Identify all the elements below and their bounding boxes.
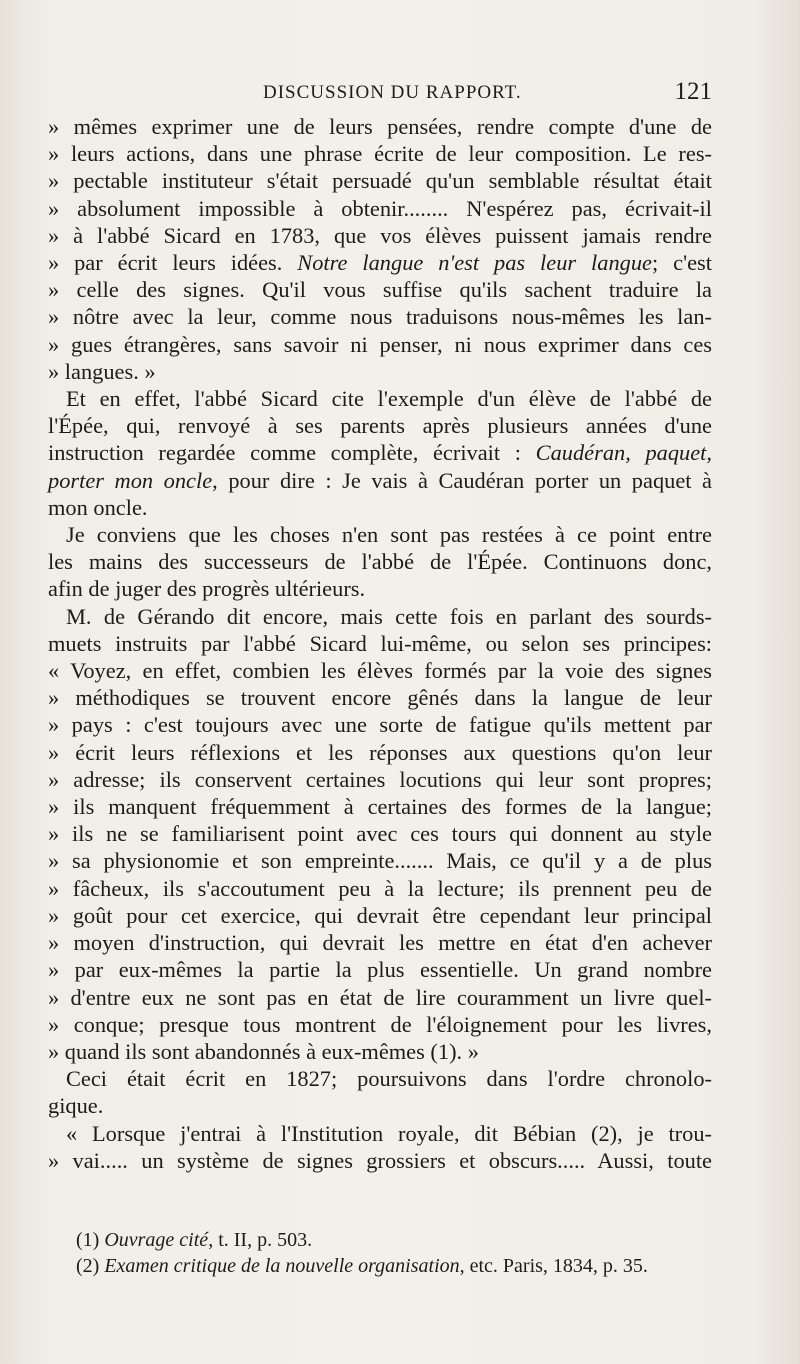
text-line: afin de juger des progrès ultérieurs. bbox=[48, 576, 366, 602]
text-line: » adresse; ils conservent certaines locutions qui leur sont propres; bbox=[48, 766, 712, 792]
text-line: » ils ne se familiarisent point avec ces tours qui donnent au style bbox=[48, 821, 712, 847]
text-line: » pectable instituteur s'était persuadé qu'un semblable résultat était bbox=[48, 168, 712, 194]
text-line: mon oncle. bbox=[48, 494, 148, 520]
text-line: » conque; presque tous montrent de l'éloignement pour les livres, bbox=[48, 1011, 712, 1037]
text-line: » celle des signes. Qu'il vous suffise qu'ils sachent traduire la bbox=[48, 277, 712, 303]
text-line: » sa physionomie et son empreinte....... Mais, ce qu'il y a de plus bbox=[48, 848, 712, 874]
text-line: instruction regardée comme complète, écrivait : Caudéran, paquet, bbox=[48, 440, 713, 466]
text-line: Et en effet, l'abbé Sicard cite l'exemple d'un élève de l'abbé de bbox=[66, 386, 712, 412]
footnotes bbox=[76, 1227, 712, 1279]
text-line: » d'entre eux ne sont pas en état de lire couramment un livre quel- bbox=[48, 984, 712, 1010]
page-header bbox=[48, 78, 712, 108]
text-line: » écrit leurs réflexions et les réponses aux questions qu'on leur bbox=[48, 739, 712, 765]
text-line: » fâcheux, ils s'accoutument peu à la lecture; ils prennent peu de bbox=[48, 875, 712, 901]
text-line: » goût pour cet exercice, qui devrait être cependant leur principal bbox=[48, 902, 712, 928]
text-line: Ceci était écrit en 1827; poursuivons dans l'ordre chronolo- bbox=[66, 1066, 712, 1092]
text-line: » nôtre avec la leur, comme nous traduisons nous-mêmes les lan- bbox=[48, 304, 712, 330]
text-line: » mêmes exprimer une de leurs pensées, rendre compte d'une de bbox=[48, 114, 712, 139]
text-line: « Voyez, en effet, combien les élèves formés par la voie des signes bbox=[48, 658, 712, 684]
text-line: M. de Gérando dit encore, mais cette fois en parlant des sourds- bbox=[66, 603, 712, 629]
text-line: porter mon oncle, pour dire : Je vais à Caudéran porter un paquet à bbox=[48, 467, 712, 493]
text-line: » par eux-mêmes la partie la plus essentielle. Un grand nombre bbox=[48, 957, 712, 983]
text-line: « Lorsque j'entrai à l'Institution royale, dit Bébian (2), je trou- bbox=[66, 1120, 712, 1146]
footnote: (1) Ouvrage cité, t. II, p. 503. bbox=[76, 1229, 313, 1251]
text-line: » par écrit leurs idées. Notre langue n'est pas leur langue; c'est bbox=[48, 250, 712, 276]
page-number: 121 bbox=[674, 78, 712, 105]
text-line: gique. bbox=[48, 1093, 104, 1119]
text-line: » à l'abbé Sicard en 1783, que vos élèves puissent jamais rendre bbox=[48, 222, 712, 248]
text-line: » langues. » bbox=[48, 358, 156, 384]
footnote: (2) Examen critique de la nouvelle organisation, etc. Paris, 1834, p. 35. bbox=[76, 1255, 648, 1277]
running-title: DISCUSSION DU RAPPORT. bbox=[263, 82, 522, 103]
text-line: les mains des successeurs de l'abbé de l'Épée. Continuons donc, bbox=[48, 549, 712, 575]
text-line: » ils manquent fréquemment à certaines des formes de la langue; bbox=[48, 794, 712, 820]
text-line: muets instruits par l'abbé Sicard lui-même, ou selon ses principes: bbox=[48, 630, 712, 656]
text-line: » quand ils sont abandonnés à eux-mêmes (1). » bbox=[48, 1038, 479, 1064]
text-line: » méthodiques se trouvent encore gênés dans la langue de leur bbox=[48, 685, 712, 711]
text-line: » pays : c'est toujours avec une sorte de fatigue qu'ils mettent par bbox=[48, 712, 712, 738]
text-line: l'Épée, qui, renvoyé à ses parents après plusieurs années d'une bbox=[48, 413, 712, 439]
text-line: » moyen d'instruction, qui devrait les mettre en état d'en achever bbox=[48, 930, 712, 956]
text-line: » vai..... un système de signes grossiers et obscurs..... Aussi, toute bbox=[48, 1147, 712, 1173]
body-text bbox=[48, 113, 712, 1174]
text-line: » leurs actions, dans une phrase écrite de leur composition. Le res- bbox=[48, 141, 712, 167]
text-line: » gues étrangères, sans savoir ni penser, ni nous exprimer dans ces bbox=[48, 331, 712, 357]
text-line: Je conviens que les choses n'en sont pas restées à ce point entre bbox=[66, 522, 712, 548]
text-line: » absolument impossible à obtenir........ N'espérez pas, écrivait-il bbox=[48, 195, 712, 221]
